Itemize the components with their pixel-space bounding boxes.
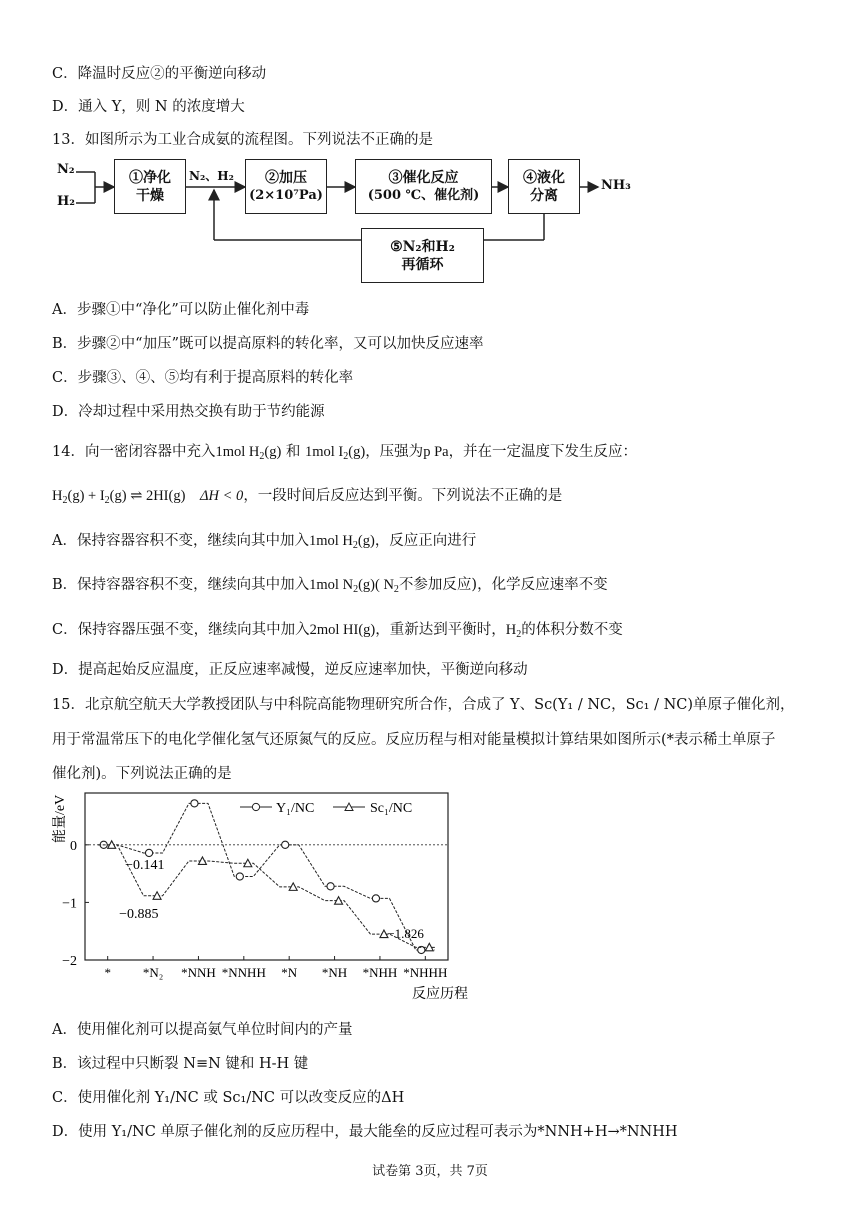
x-tick-label: *NH — [321, 965, 348, 980]
annotation-minus0141: −0.141 — [125, 857, 165, 873]
q14b-n2-note: ( $N_2$ — [374, 577, 399, 595]
flow-box-catalysis-line1: ③催化反应 — [388, 169, 459, 186]
q13-option-d: D．冷却过程中采用热交换有助于节约能源 — [52, 404, 325, 420]
flow-input-n2: N₂ — [57, 162, 75, 177]
q14a-formula: 1mol $H_2(g)$ — [308, 533, 375, 551]
y-tick-label: −2 — [62, 954, 77, 969]
point-y1nc — [327, 883, 334, 890]
q14-stem-line2 — [52, 484, 562, 505]
flow-box-catalysis-line2: (500 ℃、催化剂) — [367, 187, 480, 203]
q14c-formula: 2mol HI(g) — [309, 622, 376, 638]
q15-option-a: A．使用催化剂可以提高氨气单位时间内的产量 — [52, 1022, 353, 1038]
flow-output-nh3: NH₃ — [601, 178, 631, 193]
q14-formula-h2: 1mol $H_2(g)$ — [215, 444, 282, 462]
q15-stem-line3: 催化剂)。下列说法正确的是 — [52, 766, 232, 782]
x-axis-label: 反应历程 — [412, 987, 468, 1002]
energy-profile-chart — [50, 788, 490, 1013]
q13-option-a: A．步骤①中“净化”可以防止催化剂中毒 — [52, 302, 310, 318]
q14-delta-h: ΔH < 0 — [200, 488, 244, 504]
flow-box-recycle-line1: ⑤N₂和H₂ — [390, 238, 455, 255]
y-tick-label: −1 — [62, 896, 77, 912]
q12-option-d: D．通入 Y，则 N 的浓度增大 — [52, 99, 245, 115]
q14-option-d: D．提高起始反应温度，正反应速率减慢，逆反应速率加快，平衡逆向移动 — [52, 662, 528, 678]
point-y1nc — [372, 895, 379, 902]
flow-box-compress-line1: ②加压 — [265, 169, 307, 186]
flow-box-recycle-line2: 再循环 — [401, 256, 444, 273]
x-tick-label: *NHHH — [403, 965, 448, 980]
q14-text-pressure: ，压强为 — [365, 444, 424, 460]
point-y1nc — [282, 841, 289, 848]
q15-stem-line2: 用于常温常压下的电化学催化氢气还原氮气的反应。反应历程与相对能量模拟计算结果如图所示(*表示稀土单原子 — [52, 732, 776, 748]
flow-box-recycle — [361, 228, 484, 283]
flow-box-purify-line1: ①净化 — [129, 169, 171, 186]
x-tick-label: *N — [281, 965, 298, 980]
q14-eq-tail: ，一段时间后反应达到平衡。下列说法不正确的是 — [243, 488, 563, 504]
q14-option-b: B．保持容器容积不变，继续向其中加入1mol $N_2(g)$( $N_2$不参加反应)，化学反应速率不变 — [52, 577, 608, 595]
q12-option-c: C．降温时反应②的平衡逆向移动 — [52, 66, 267, 82]
q13-option-b: B．步骤②中“加压”既可以提高原料的转化率，又可以加快反应速率 — [52, 336, 484, 352]
q14-formula-i2: 1mol $I_2(g)$ — [305, 444, 366, 462]
legend-marker-y1nc — [252, 803, 259, 810]
q14-equation: $H_2(g) + I_2(g)$ ⇌ 2HI(g) — [52, 488, 186, 506]
legend-label-sc1nc: Sc₁/NC — [370, 801, 413, 816]
annotation-minus0885: −0.885 — [119, 906, 159, 922]
x-tick-label: *N₂ — [142, 965, 164, 980]
legend-label-y1nc: Y₁/NC — [276, 801, 315, 816]
q15-stem-line1: 15．北京航空航天大学教授团队与中科院高能物理研究所合作，合成了 Y、Sc(Y₁ / NC，Sc₁ / NC)单原子催化剂， — [52, 697, 795, 713]
q14-pressure-value: p Pa — [423, 444, 449, 460]
flow-mid-label: N₂、H₂ — [189, 169, 234, 183]
point-y1nc — [236, 873, 243, 880]
q15-option-d: D．使用 Y₁/NC 单原子催化剂的反应历程中，最大能垒的反应过程可表示为*NNH+H→*NNHH — [52, 1124, 678, 1140]
q14-option-c: C．保持容器压强不变，继续向其中加入2mol HI(g)，重新达到平衡时，$H_2$的体积分数不变 — [52, 622, 623, 640]
q14-text-pre: 14．向一密闭容器中充入 — [52, 444, 216, 460]
q13-stem: 13．如图所示为工业合成氨的流程图。下列说法不正确的是 — [52, 132, 433, 148]
y-axis-label: 能量/eV — [53, 794, 68, 844]
q14c-h2: $H_2$ — [505, 622, 522, 640]
annotation-minus1826: −1.826 — [387, 925, 424, 941]
q14-text-post: ，并在一定温度下发生反应： — [448, 444, 638, 460]
q14-stem-line1 — [52, 440, 637, 461]
series-line-y1nc — [98, 803, 435, 950]
q14b-formula: 1mol $N_2(g)$ — [309, 577, 375, 595]
point-y1nc — [191, 800, 198, 807]
q14-option-a: A．保持容器容积不变，继续向其中加入1mol $H_2(g)$，反应正向进行 — [52, 533, 477, 551]
point-y1nc — [145, 849, 152, 856]
flow-box-compress — [245, 159, 327, 214]
q14-text-and: 和 — [285, 444, 301, 460]
x-tick-label: *NNHH — [221, 965, 266, 980]
x-tick-label: * — [104, 965, 111, 980]
flow-box-liquefy — [508, 159, 580, 214]
flow-box-purify-line2: 干燥 — [136, 187, 164, 204]
q15-option-b: B．该过程中只断裂 N≡N 键和 H-H 键 — [52, 1056, 309, 1072]
flow-box-catalysis — [355, 159, 492, 214]
flow-box-liquefy-line2: 分离 — [530, 187, 558, 204]
q13-option-c: C．步骤③、④、⑤均有利于提高原料的转化率 — [52, 370, 354, 386]
flow-box-liquefy-line1: ④液化 — [523, 169, 565, 186]
flow-box-compress-line2: (2×10⁷Pa) — [249, 187, 323, 203]
y-tick-label: 0 — [70, 838, 77, 854]
flow-input-h2: H₂ — [57, 194, 75, 209]
x-tick-label: *NHH — [362, 965, 398, 980]
q15-option-c: C．使用催化剂 Y₁/NC 或 Sc₁/NC 可以改变反应的ΔH — [52, 1090, 405, 1106]
x-tick-label: *NNH — [181, 965, 216, 980]
flow-box-purify — [114, 159, 186, 214]
page-footer: 试卷第 3页，共 7页 — [372, 1164, 488, 1179]
